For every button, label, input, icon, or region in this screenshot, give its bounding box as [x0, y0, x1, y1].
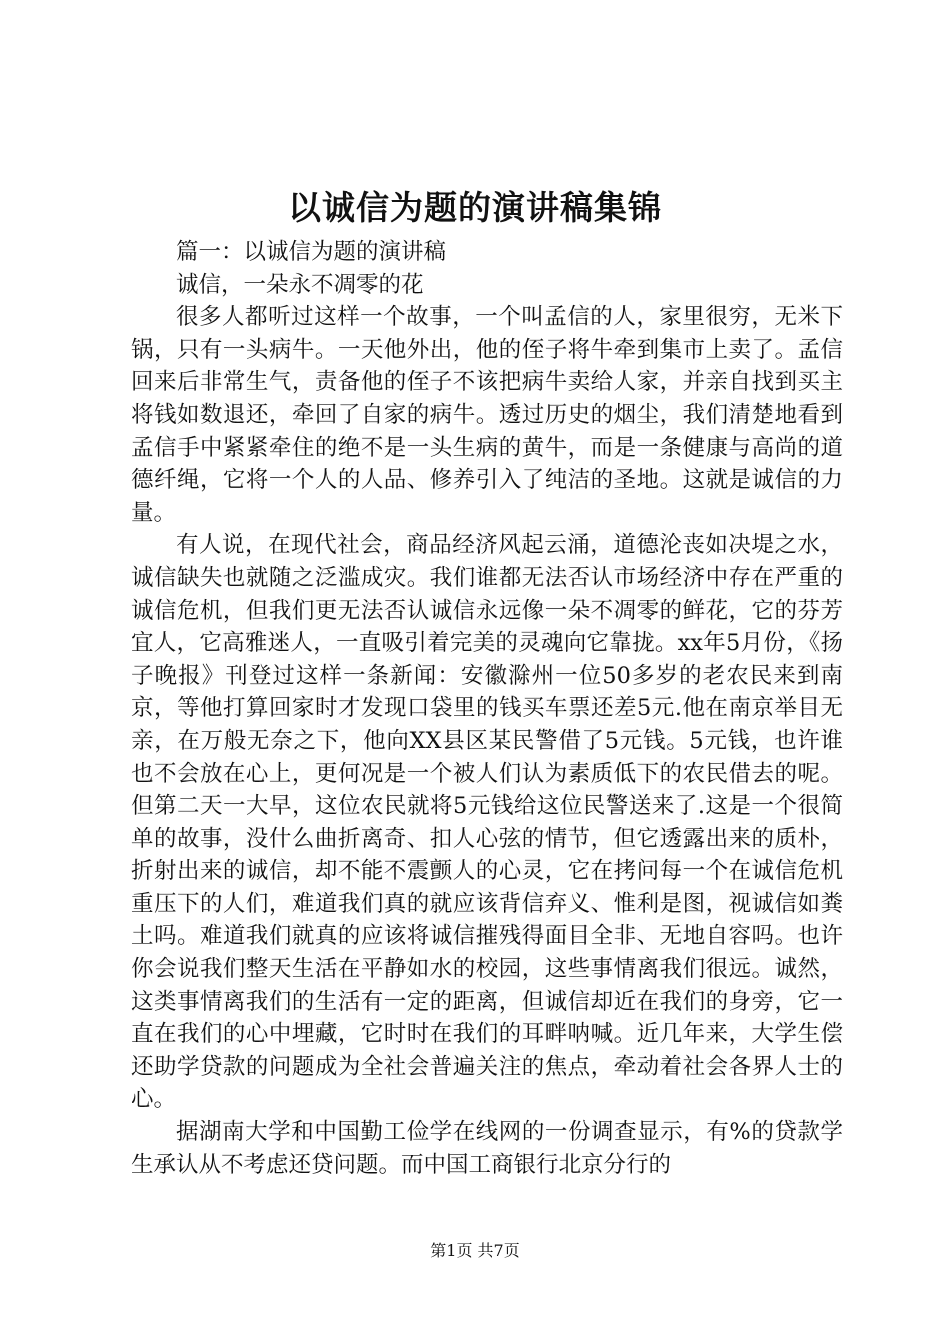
document-body [131, 236, 843, 1181]
document-title: 以诚信为题的演讲稿集锦 [288, 188, 662, 227]
body-paragraph: 很多人都听过这样一个故事，一个叫孟信的人，家里很穷，无米下锅，只有一头病牛。一天他外出，他的侄子将牛牵到集市上卖了。孟信回来后非常生气，责备他的侄子不该把病牛卖给人家，并亲自找到买主将钱如数退还，牵回了自家的病牛。透过历史的烟尘，我们清楚地看到孟信手中紧紧牵住的绝不是一头生病的黄牛，而是一条健康与高尚的道德纤绳，它将一个人的人品、修养引入了纯洁的圣地。这就是诚信的力量。 [131, 304, 843, 526]
section-heading: 篇一：以诚信为题的演讲稿 [176, 239, 447, 265]
page-footer: 第1页 共7页 [430, 1241, 520, 1260]
speech-subtitle: 诚信，一朵永不凋零的花 [176, 271, 424, 298]
body-paragraph: 有人说，在现代社会，商品经济风起云涌，道德沦丧如决堤之水，诚信缺失也就随之泛滥成灾。我们谁都无法否认市场经济中存在严重的诚信危机，但我们更无法否认诚信永远像一朵不凋零的鲜花，它的芬芳宜人，它高雅迷人，一直吸引着完美的灵魂向它靠拢。xx年5月份，《扬子晚报》刊登过这样一条新闻：安徽滁州一位50多岁的老农民来到南京，等他打算回家时才发现口袋里的钱买车票还差5元.他在南京举目无亲，在万般无奈之下，他向XX县区某民警借了5元钱。5元钱，也许谁也不会放在心上，更何况是一个被人们认为素质低下的农民借去的呢。但第二天一大早，这位农民就将5元钱给这位民警送来了.这是一个很简单的故事，没什么曲折离奇、扣人心弦的情节，但它透露出来的质朴，折射出来的诚信，却不能不震颤人的心灵，它在拷问每一个在诚信危机重压下的人们，难道我们真的就应该背信弃义、惟利是图，视诚信如粪土吗。难道我们就真的应该将诚信摧残得面目全非、无地自容吗。也许你会说我们整天生活在平静如水的校园，这些事情离我们很远。诚然，这类事情离我们的生活有一定的距离，但诚信却近在我们的身旁，它一直在我们的心中埋藏，它时时在我们的耳畔呐喊。近几年来，大学生偿还助学贷款的问题成为全社会普遍关注的焦点，牵动着社会各界人士的心。 [131, 532, 843, 1113]
body-paragraph: 据湖南大学和中国勤工俭学在线网的一份调查显示，有%的贷款学生承认从不考虑还贷问题。而中国工商银行北京分行的 [131, 1119, 843, 1178]
